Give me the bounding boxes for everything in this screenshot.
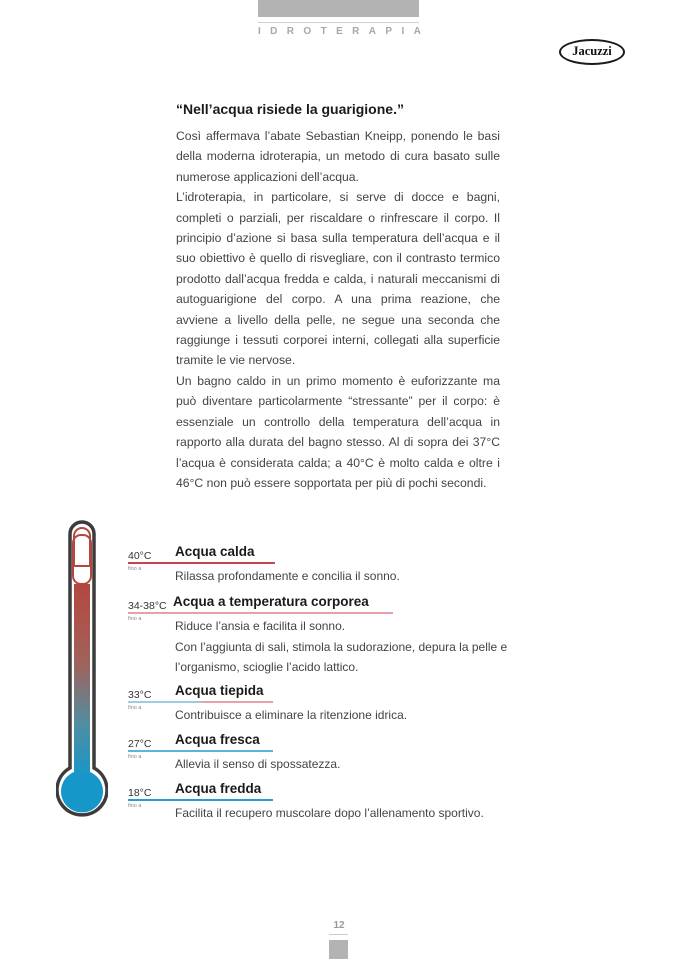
temp-sub: fino a [128, 803, 142, 809]
temp-sub: fino a [128, 754, 142, 760]
temp-title: Acqua fredda [175, 781, 262, 796]
temp-value: 18°C [128, 787, 152, 799]
jacuzzi-logo [559, 39, 625, 65]
intro-section [176, 100, 500, 493]
temp-desc: Allevia il senso di spossatezza. [175, 757, 341, 771]
temp-underline [128, 612, 393, 614]
footer-rule [329, 934, 348, 935]
temp-sub: fino a [128, 705, 142, 711]
logo-text: Jacuzzi [572, 44, 612, 58]
temp-title: Acqua a temperatura corporea [173, 594, 369, 609]
header-bar [258, 0, 419, 17]
temp-desc-line: Con l’aggiunta di sali, stimola la sudorazione, depura la pelle e [175, 639, 508, 654]
intro-paragraph-3: Un bagno caldo in un primo momento è euforizzante ma può diventare particolarmente “stressante” per il corpo: è essenziale un controllo della temperatura dell’acqua in rapporto alla durata del bagno stesso. Al di sopra dei 37°C l’acqua è considerata calda; a 40°C è molto calda e oltre i 46°C non può essere sopportata per più di pochi secondi. [176, 373, 500, 490]
temp-desc-line: Riduce l’ansia e facilita il sonno. [175, 619, 346, 633]
footer-block [329, 940, 348, 959]
temp-sub: fino a [128, 566, 142, 572]
temp-desc: Contribuisce a eliminare la ritenzione idrica. [175, 708, 408, 722]
temp-sub: fino a [128, 616, 142, 622]
temp-value: 33°C [128, 689, 152, 701]
temp-title: Acqua calda [175, 544, 255, 559]
intro-paragraph-1: Così affermava l’abate Sebastian Kneipp, ponendo le basi della moderna idroterapia, un metodo di cura basato sulle numerose applicazioni dell’acqua. [176, 129, 500, 184]
header-rule [258, 22, 419, 23]
section-title: IDROTERAPIA [258, 26, 431, 37]
temp-title: Acqua fresca [175, 732, 260, 747]
temp-value: 34-38°C [128, 600, 167, 612]
temp-value: 27°C [128, 738, 152, 750]
page-number: 12 [333, 920, 345, 931]
intro-paragraph-2: L’idroterapia, in particolare, si serve di docce e bagni, completi o parziali, per riscaldare o rinfrescare il corpo. Il principio d’azione si basa sulla temperatura dell’acqua e il suo obiettivo è quello di risvegliare, con il contrasto termico prodotto dall’acqua fredda e calda, i naturali meccanismi di autoguarigione del corpo. A una prima reazione, che avviene a livello della pelle, ne segue una seconda che raggiunge i tessuti corporei interni, collegati alla superficie tramite le vie nervose. [176, 190, 500, 368]
temp-underline [128, 799, 273, 801]
temp-underline [128, 701, 273, 703]
temp-desc-line: l’organismo, scioglie l’acido lattico. [175, 660, 359, 674]
intro-quote: “Nell’acqua risiede la guarigione.” [176, 101, 404, 117]
temp-desc: Facilita il recupero muscolare dopo l’allenamento sportivo. [175, 806, 484, 820]
temp-underline [128, 562, 275, 564]
temp-title: Acqua tiepida [175, 683, 264, 698]
temp-desc [175, 616, 507, 678]
temp-desc: Rilassa profondamente e concilia il sonno. [175, 569, 400, 583]
thermometer-icon [56, 518, 108, 848]
temp-underline [128, 750, 273, 752]
temp-value: 40°C [128, 550, 152, 562]
